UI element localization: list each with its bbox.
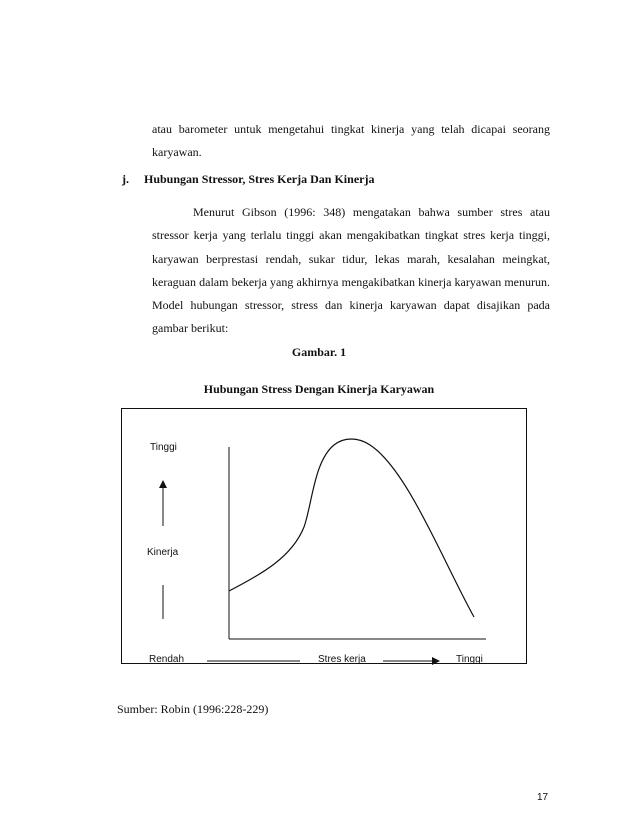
paragraph-top: atau barometer untuk mengetahui tingkat kinerja yang telah dicapai seorang karyawan.	[152, 122, 550, 160]
x-axis-low-label: Rendah	[149, 654, 185, 665]
paragraph-main: Menurut Gibson (1996: 348) mengatakan bahwa sumber stres atau stressor kerja yang terlalu tinggi akan mengakibatkan tingkat stres kerja tinggi, karyawan berprestasi rendah, sukar tidur, lekas marah, kesalahan meingkat, keraguan dalam bekerja yang akhirnya mengakibatkan kinerja karyawan menurun. Model hubungan stressor, stress dan kinerja karyawan dapat disajikan pada gambar berikut:	[152, 205, 550, 336]
page-number: 17	[537, 792, 549, 803]
figure-source: Sumber: Robin (1996:228-229)	[117, 702, 269, 716]
figure-label: Gambar. 1	[291, 345, 347, 359]
section-heading	[122, 168, 374, 191]
performance-curve	[229, 439, 474, 617]
section-number: j.	[122, 172, 129, 186]
figure-title: Hubungan Stress Dengan Kinerja Karyawan	[203, 382, 435, 396]
section-title: Hubungan Stressor, Stres Kerja Dan Kinerja	[144, 172, 375, 186]
x-axis-high-label: Tinggi	[456, 654, 483, 665]
y-axis-label: Kinerja	[147, 547, 179, 558]
stress-performance-diagram	[122, 409, 528, 665]
y-axis-high-label: Tinggi	[150, 442, 177, 453]
figure-box	[121, 408, 527, 664]
x-axis-label: Stres kerja	[318, 654, 366, 665]
